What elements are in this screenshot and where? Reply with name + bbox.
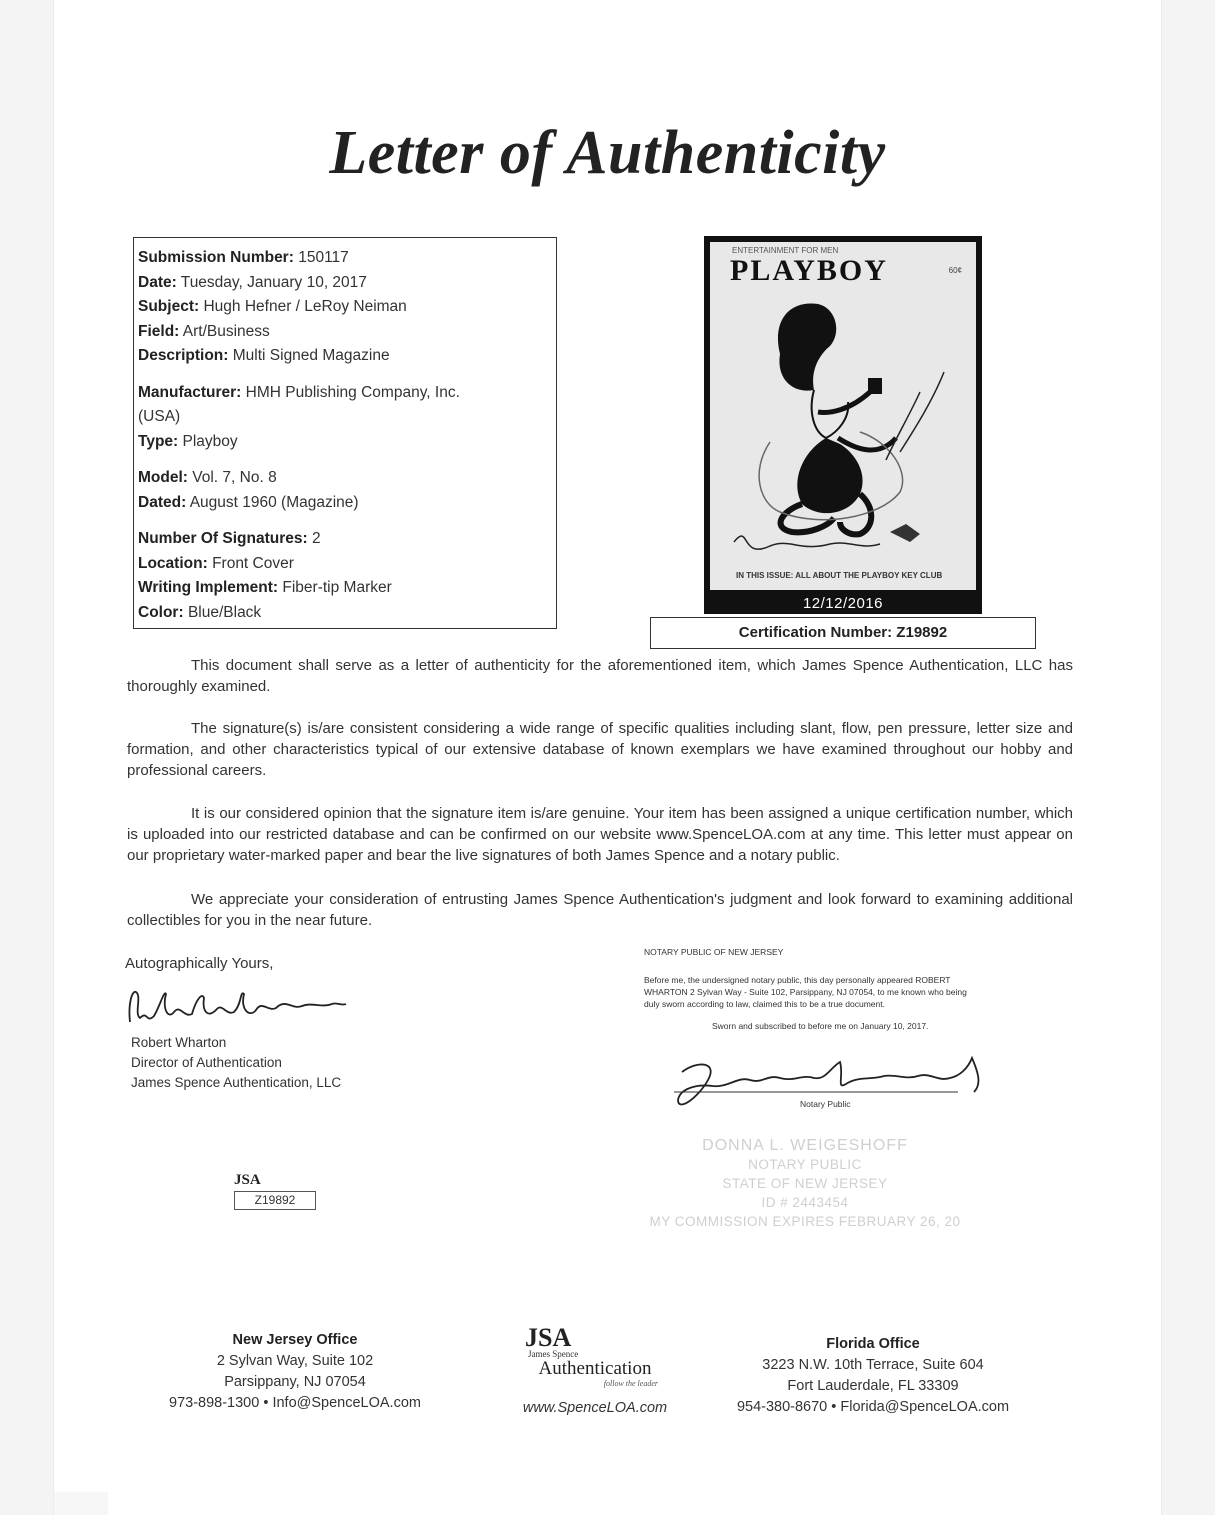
- stamp-line-1: NOTARY PUBLIC: [748, 1157, 862, 1172]
- notary-statement-line-1: Before me, the undersigned notary public, this day personally appeared ROBERT: [644, 975, 951, 985]
- detail-submission-number: Submission Number: 150117: [138, 249, 349, 266]
- detail-dated: Dated: August 1960 (Magazine): [138, 493, 359, 511]
- nj-office-email: Info@SpenceLOA.com: [272, 1395, 421, 1411]
- logo-website: www.SpenceLOA.com: [522, 1400, 668, 1416]
- notary-heading: NOTARY PUBLIC OF NEW JERSEY: [644, 947, 784, 957]
- stamp-line-3: ID # 2443454: [761, 1195, 849, 1210]
- item-details-box: [133, 237, 557, 629]
- cover-tagline: ENTERTAINMENT FOR MEN: [732, 246, 839, 255]
- nj-office-address-2: Parsippany, NJ 07054: [224, 1374, 366, 1390]
- paragraph-4: We appreciate your consideration of entrusting James Spence Authentication's judgment and look forward to examining additional collectibles for you in the near future.: [127, 891, 1073, 929]
- notary-statement-line-3: duly sworn according to law, claimed this to be a true document.: [644, 999, 885, 1009]
- detail-number-of-signatures: Number Of Signatures: 2: [138, 530, 321, 547]
- detail-color: Color: Blue/Black: [138, 603, 262, 621]
- notary-seal-stamp: [640, 1136, 970, 1231]
- paragraph-2: The signature(s) is/are consistent considering a wide range of specific qualities including slant, flow, pen pressure, letter size and formation, and other characteristics typical of our extensive database of known exemplars we have examined throughout our hobby and professional careers.: [127, 720, 1073, 779]
- notary-sworn-line: Sworn and subscribed to before me on January 10, 2017.: [712, 1021, 929, 1031]
- logo-sub: James Spence: [528, 1349, 579, 1359]
- detail-model: Model: Vol. 7, No. 8: [138, 469, 277, 486]
- logo-mark: JSA: [525, 1323, 572, 1352]
- item-photo: [704, 236, 982, 614]
- notary-statement-line-2: WHARTON 2 Sylvan Way - Suite 102, Parsippany, NJ 07054, to me known who being: [644, 987, 967, 997]
- detail-field: Field: Art/Business: [138, 322, 270, 340]
- page-edge-bottom: [54, 1492, 108, 1515]
- cover-illustration: [710, 242, 976, 590]
- detail-date: Date: Tuesday, January 10, 2017: [138, 273, 367, 291]
- logo-tagline: follow the leader: [603, 1379, 658, 1388]
- nj-office-heading: New Jersey Office: [232, 1332, 358, 1348]
- jsa-logo: [500, 1323, 690, 1416]
- document-title: Letter of Authenticity: [329, 119, 886, 187]
- detail-manufacturer: Manufacturer: HMH Publishing Company, Inc.: [138, 383, 460, 401]
- fl-office: [712, 1334, 1034, 1418]
- page-edge-right: [1161, 0, 1215, 1515]
- page-edge-left: [0, 0, 54, 1515]
- certification-number: Certification Number: Z19892: [650, 617, 1036, 649]
- fl-office-email: Florida@SpenceLOA.com: [840, 1399, 1010, 1415]
- paragraph-1: This document shall serve as a letter of authenticity for the aforementioned item, which James Spence Authentication, LLC has thoroughly examined.: [127, 657, 1073, 695]
- logo-wordmark: Authentication: [538, 1358, 652, 1379]
- fl-office-phone: 954-380-8670: [736, 1399, 828, 1415]
- cover-issue-line: IN THIS ISSUE: ALL ABOUT THE PLAYBOY KEY CLUB: [736, 571, 943, 580]
- paragraph-3: It is our considered opinion that the signature item is/are genuine. Your item has been assigned a unique certification number, which is uploaded into our restricted database and can be confirmed on our website www.SpenceLOA.com at any time. This letter must appear on our proprietary water-marked paper and bear the live signatures of both James Spence and a notary public.: [127, 805, 1073, 864]
- fl-office-contact: 954-380-8670 • Florida@SpenceLOA.com: [736, 1399, 1010, 1415]
- fl-office-address-2: Fort Lauderdale, FL 33309: [787, 1378, 959, 1394]
- detail-writing-implement: Writing Implement: Fiber-tip Marker: [138, 579, 392, 596]
- cover-price: 60¢: [948, 266, 962, 275]
- jsa-sticker: [234, 1171, 316, 1210]
- detail-type: Type: Playboy: [138, 432, 238, 450]
- robert-wharton-signature: [122, 984, 352, 1030]
- notary-caption: Notary Public: [800, 1099, 851, 1109]
- stamp-line-2: STATE OF NEW JERSEY: [722, 1176, 888, 1191]
- jsa-sticker-number: Z19892: [234, 1191, 316, 1210]
- signer-title: Director of Authentication: [131, 1055, 282, 1070]
- stamp-line-4: MY COMMISSION EXPIRES FEBRUARY 26, 20: [649, 1214, 961, 1229]
- closing: Autographically Yours,: [125, 955, 274, 972]
- nj-office: [150, 1330, 440, 1414]
- nj-office-address-1: 2 Sylvan Way, Suite 102: [216, 1353, 374, 1369]
- detail-location: Location: Front Cover: [138, 554, 294, 572]
- nj-office-contact: 973-898-1300 • Info@SpenceLOA.com: [169, 1395, 421, 1411]
- nj-office-phone: 973-898-1300: [169, 1395, 260, 1411]
- signer-company: James Spence Authentication, LLC: [131, 1075, 342, 1090]
- fl-office-address-1: 3223 N.W. 10th Terrace, Suite 604: [762, 1357, 984, 1373]
- detail-description: Description: Multi Signed Magazine: [138, 347, 390, 364]
- stamp-name: DONNA L. WEIGESHOFF: [702, 1137, 908, 1154]
- cover-masthead: PLAYBOY: [730, 254, 888, 287]
- detail-manufacturer-line2: (USA): [138, 408, 181, 425]
- signer-name: Robert Wharton: [131, 1035, 227, 1050]
- magazine-cover: [710, 242, 976, 590]
- fl-office-heading: Florida Office: [826, 1336, 920, 1352]
- signer-block: [131, 1033, 341, 1093]
- jsa-sticker-mark: JSA: [234, 1172, 261, 1188]
- detail-subject: Subject: Hugh Hefner / LeRoy Neiman: [138, 298, 407, 315]
- photo-date-stamp: 12/12/2016: [802, 595, 884, 612]
